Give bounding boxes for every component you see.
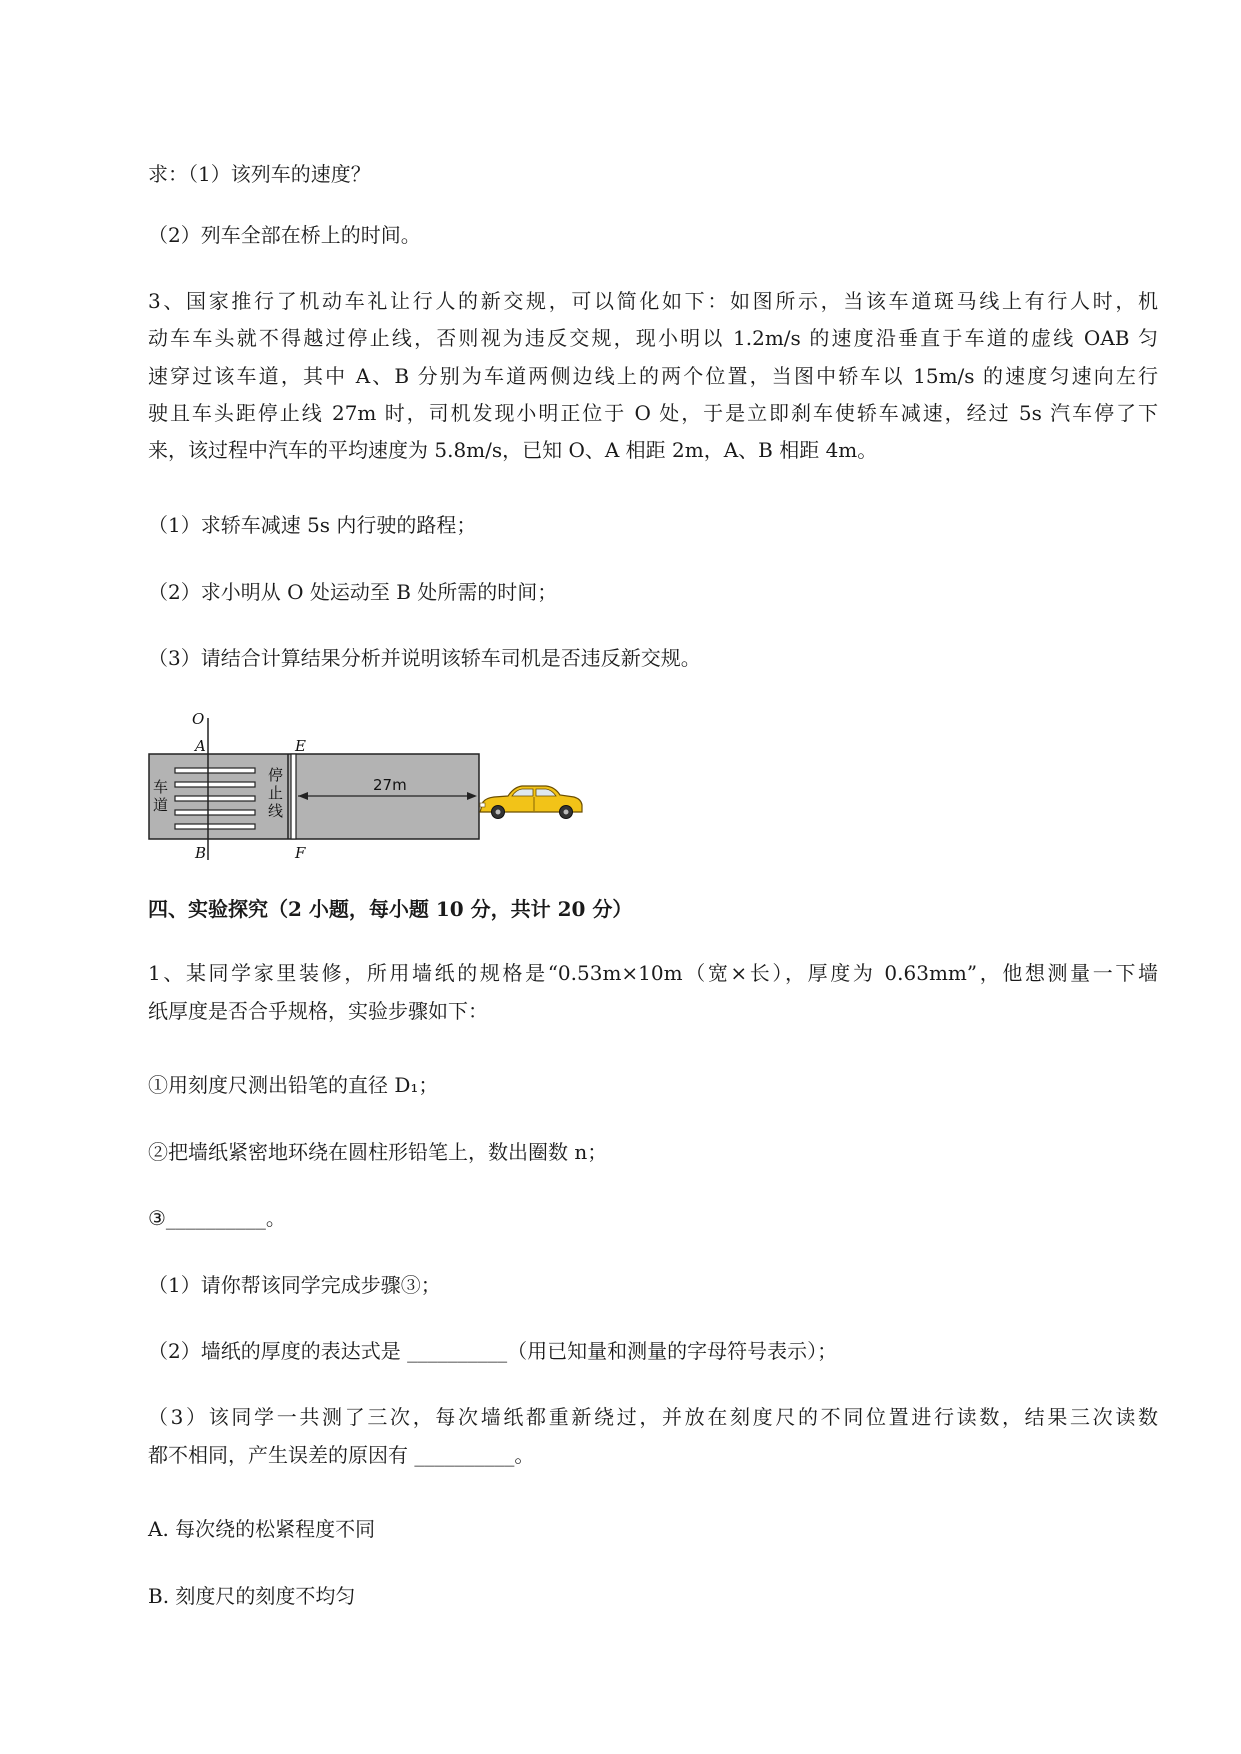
stop-line <box>291 754 296 839</box>
problem-3-question-3: （3）请结合计算结果分析并说明该轿车司机是否违反新交规。 <box>148 646 701 670</box>
problem-3-text-line: 驶且车头距停止线 27m 时，司机发现小明正位于 O 处，于是立即刹车使轿车减速，经过 5s 汽车停了下 <box>148 401 1158 425</box>
option-a: A. 每次绕的松紧程度不同 <box>148 1517 376 1541</box>
experiment-1-text-line: 1、某同学家里装修，所用墙纸的规格是“0.53m×10m（宽×长），厚度为 0.63mm”，他想测量一下墙 <box>148 961 1158 985</box>
lane-label: 道 <box>153 796 169 814</box>
section-4-heading: 四、实验探究（2 小题，每小题 10 分，共计 20 分） <box>148 897 633 921</box>
experiment-1-question-3: （3）该同学一共测了三次，每次墙纸都重新绕过，并放在刻度尺的不同位置进行读数，结果三次读数 <box>148 1405 1158 1429</box>
step-3: ③__________。 <box>148 1206 286 1230</box>
option-b: B. 刻度尺的刻度不均匀 <box>148 1584 356 1608</box>
question-2-part-2: （2）列车全部在桥上的时间。 <box>148 223 421 247</box>
label-b: B <box>195 844 207 862</box>
lane-label: 车 <box>153 778 169 796</box>
distance-label: 27m <box>373 776 407 794</box>
experiment-1-text-line: 纸厚度是否合乎规格，实验步骤如下： <box>148 999 488 1023</box>
problem-3-text-line: 速穿过该车道，其中 A、B 分别为车道两侧边线上的两个位置，当图中轿车以 15m/s 的速度匀速向左行 <box>148 364 1158 388</box>
problem-3-text-line: 动车车头就不得越过停止线，否则视为违反交规，现小明以 1.2m/s 的速度沿垂直于车道的虚线 OAB 匀 <box>148 326 1158 350</box>
experiment-1-question-2: （2）墙纸的厚度的表达式是 __________（用已知量和测量的字母符号表示）； <box>148 1339 838 1363</box>
car-icon <box>480 786 582 819</box>
step-1: ①用刻度尺测出铅笔的直径 D₁； <box>148 1073 439 1097</box>
experiment-1-question-1: （1）请你帮该同学完成步骤③； <box>148 1273 441 1297</box>
problem-3-text-line: 3、国家推行了机动车礼让行人的新交规，可以简化如下：如图所示，当该车道斑马线上有行人时，机 <box>148 289 1158 313</box>
problem-3-text-line: 来，该过程中汽车的平均速度为 5.8m/s，已知 O、A 相距 2m，A、B 相距 4m。 <box>148 438 878 462</box>
stop-line-label: 线 <box>268 802 284 820</box>
experiment-1-question-3: 都不相同，产生误差的原因有 __________。 <box>148 1443 535 1467</box>
question-2-part-1: 求：（1）该列车的速度？ <box>148 162 371 186</box>
crosswalk-figure <box>148 710 598 870</box>
problem-3-question-1: （1）求轿车减速 5s 内行驶的路程； <box>148 513 477 537</box>
stop-line-label: 停 <box>268 766 284 784</box>
problem-3-question-2: （2）求小明从 O 处运动至 B 处所需的时间； <box>148 580 558 604</box>
stop-line-label: 止 <box>268 784 284 802</box>
label-o: O <box>192 710 205 728</box>
step-2: ②把墙纸紧密地环绕在圆柱形铅笔上，数出圈数 n； <box>148 1140 608 1164</box>
label-a: A <box>195 737 206 755</box>
label-e: E <box>295 737 306 755</box>
label-f: F <box>295 844 306 862</box>
